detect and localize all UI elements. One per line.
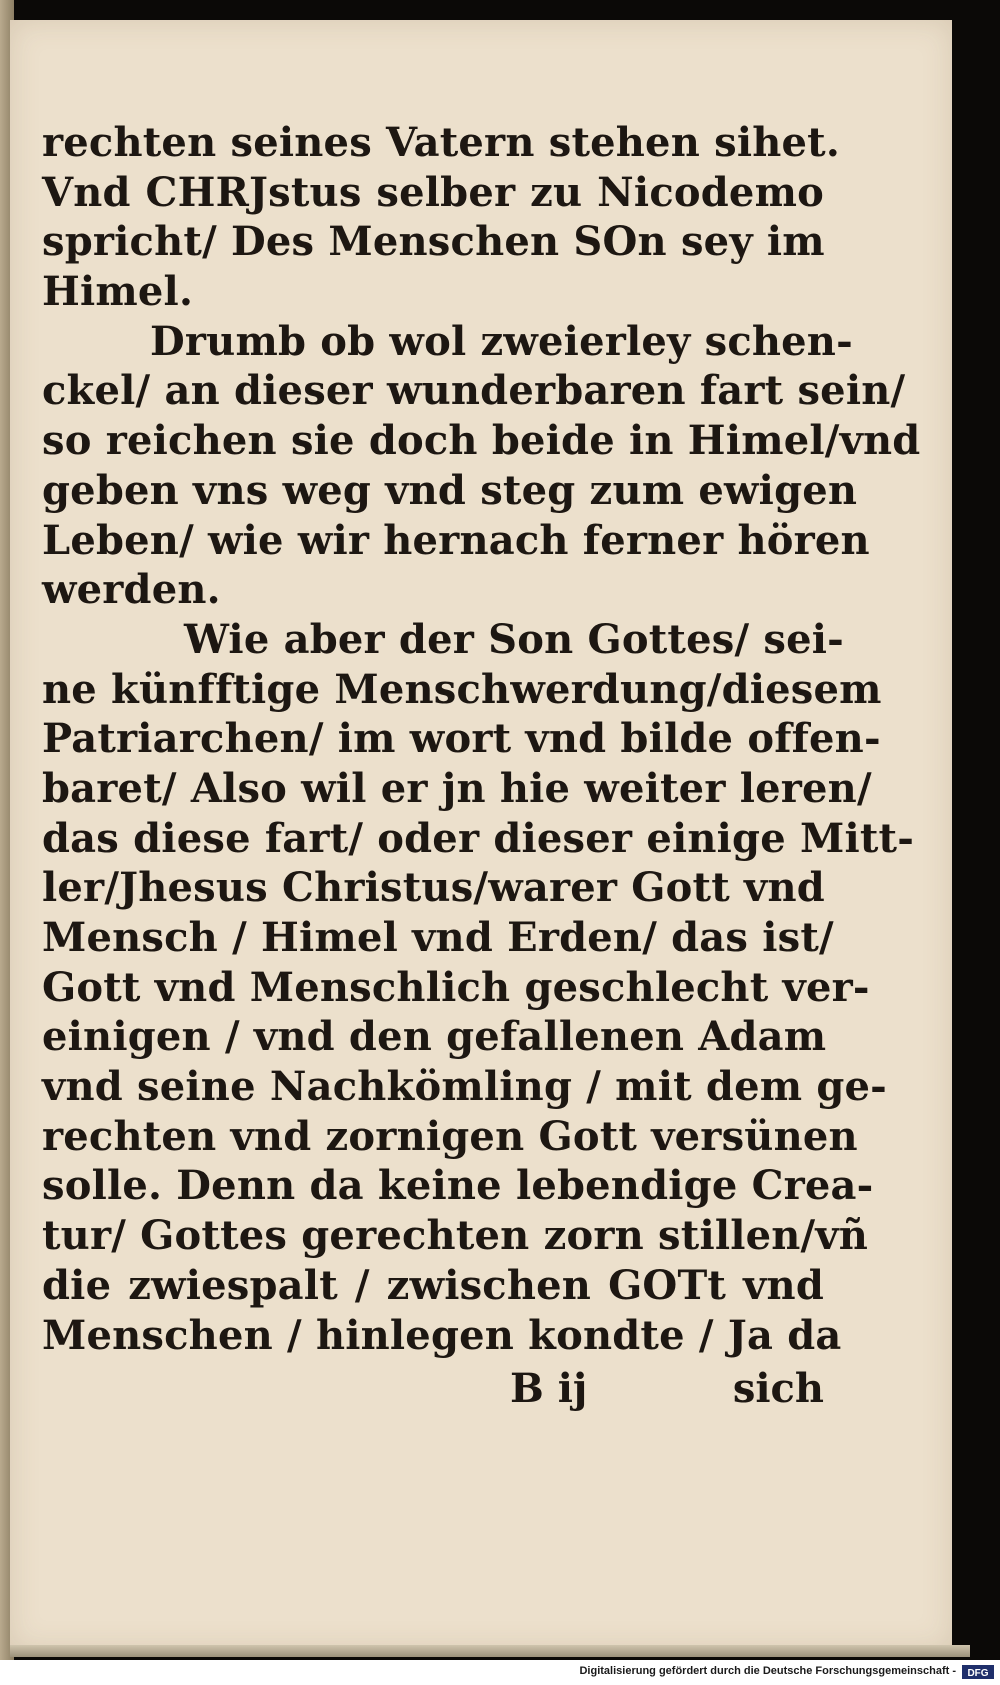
page-bottom-edge xyxy=(10,1645,970,1657)
text-line: einigen / vnd den gefallenen Adam xyxy=(42,1013,827,1061)
text-line: geben vns weg vnd steg zum ewigen xyxy=(42,466,858,514)
text-line: vnd seine Nachkömling / mit dem ge- xyxy=(42,1063,887,1111)
text-line: das diese fart/ oder dieser einige Mitt- xyxy=(42,814,915,862)
text-line: ne künfftige Menschwerdung/diesem xyxy=(42,665,882,713)
text-line: ckel/ an dieser wunderbaren fart sein/ xyxy=(42,367,906,415)
text-line: Himel. xyxy=(42,268,194,316)
text-line: Wie aber der Son Gottes/ sei- xyxy=(184,615,844,663)
footer-bar xyxy=(0,1660,1000,1685)
text-line: tur/ Gottes gerechten zorn stillen/vñ xyxy=(42,1212,869,1260)
text-line: ler/Jhesus Christus/warer Gott vnd xyxy=(42,864,825,912)
text-line: solle. Denn da keine lebendige Crea- xyxy=(42,1162,874,1210)
text-line: spricht/ Des Menschen SOn sey im xyxy=(42,218,825,266)
text-line: Patriarchen/ im wort vnd bilde offen- xyxy=(42,715,881,763)
text-line: Mensch / Himel vnd Erden/ das ist/ xyxy=(42,914,834,961)
text-line: Menschen / hinlegen kondte / Ja da xyxy=(42,1311,842,1359)
footer-credit: Digitalisierung gefördert durch die Deutsche Forschungsgemeinschaft - xyxy=(579,1665,956,1677)
text-line: die zwiespalt / zwischen GOTt vnd xyxy=(42,1261,824,1309)
catchword: sich xyxy=(732,1365,824,1412)
text-line: Drumb ob wol zweierley schen- xyxy=(150,317,853,365)
text-line: baret/ Also wil er jn hie weiter leren/ xyxy=(42,764,872,812)
catchline xyxy=(42,1365,824,1417)
text-line: Vnd CHRJstus selber zu Nicodemo xyxy=(42,168,824,216)
text-line: rechten vnd zornigen Gott versünen xyxy=(42,1112,858,1160)
text-line: werden. xyxy=(42,566,221,614)
signature-mark: B ij xyxy=(510,1365,588,1412)
text-line: rechten seines Vatern stehen sihet. xyxy=(42,119,840,166)
page-text xyxy=(42,118,921,1360)
text-line: Leben/ wie wir hernach ferner hören xyxy=(42,516,870,564)
text-line: so reichen sie doch beide in Himel/vnd xyxy=(42,417,921,465)
text-line: Gott vnd Menschlich geschlecht ver- xyxy=(42,963,870,1011)
dfg-logo-text: DFG xyxy=(967,1668,989,1679)
dfg-logo-icon xyxy=(962,1665,994,1679)
